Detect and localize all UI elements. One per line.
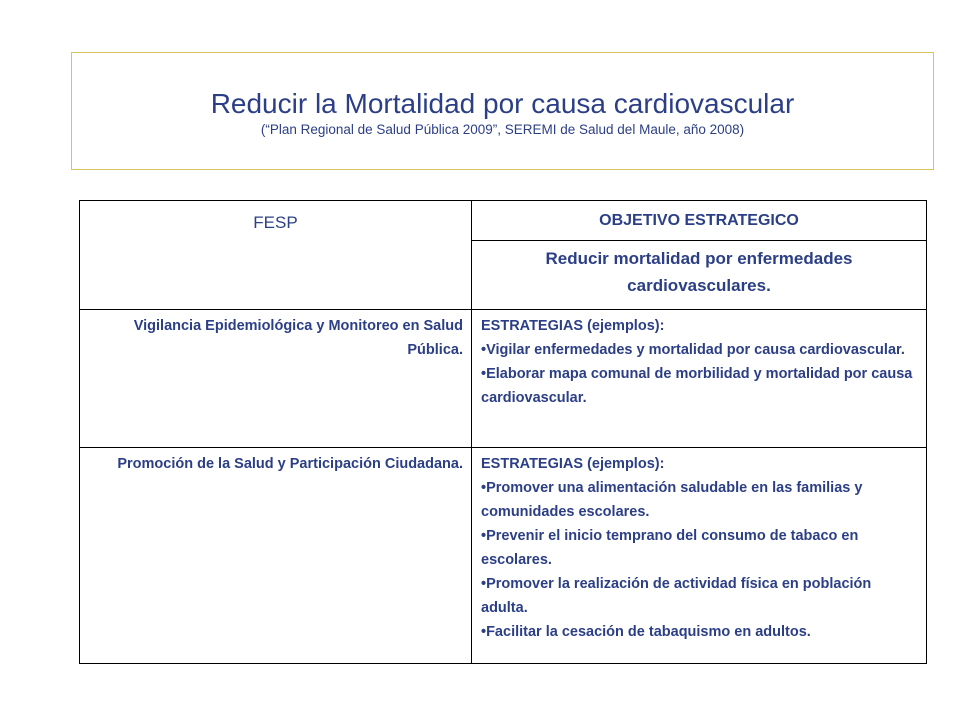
objetivo-cell [472,241,927,310]
list-item-text: Elaborar mapa comunal de morbilidad y mortalidad por causa cardiovascular. [481,366,913,406]
strategy-table [79,200,927,664]
strategies-cell [472,310,927,448]
table-header-row [80,201,927,241]
objetivo-header: OBJETIVO ESTRATEGICO [599,211,799,229]
bullet-icon: • [481,576,487,592]
strategies-list [481,338,918,410]
bullet-icon: • [481,366,487,382]
bullet-icon: • [481,342,487,358]
list-item [481,620,918,644]
list-item-text: Promover la realización de actividad física en población adulta. [481,576,872,616]
list-item-text: Promover una alimentación saludable en las familias y comunidades escolares. [481,480,863,520]
objetivo-header-cell [472,201,927,241]
page-subtitle: (“Plan Regional de Salud Pública 2009”, SEREMI de Salud del Maule, año 2008) [260,122,745,137]
strategies-label: ESTRATEGIAS (ejemplos): [481,456,665,472]
fesp-header-cell [80,201,472,310]
fesp-cell: Promoción de la Salud y Participación Ciudadana. [80,448,472,664]
title-box [71,52,934,170]
list-item-text: Facilitar la cesación de tabaquismo en adultos. [486,624,811,640]
table-row [80,448,927,664]
bullet-icon: • [481,528,487,544]
strategies-cell [472,448,927,664]
list-item [481,572,918,620]
list-item-text: Prevenir el inicio temprano del consumo de tabaco en escolares. [481,528,859,568]
bullet-icon: • [481,480,487,496]
table-row [80,310,927,448]
objetivo-line-1: Reducir mortalidad por enfermedades [545,249,853,268]
strategies-list [481,476,918,644]
list-item [481,524,918,572]
bullet-icon: • [481,624,487,640]
list-item [481,476,918,524]
list-item-text: Vigilar enfermedades y mortalidad por causa cardiovascular. [486,342,905,358]
strategies-label: ESTRATEGIAS (ejemplos): [481,318,665,334]
objetivo-line-2: cardiovasculares. [627,276,771,295]
page-title: Reducir la Mortalidad por causa cardiovascular [210,88,795,119]
list-item [481,362,918,410]
fesp-header: FESP [253,213,298,232]
fesp-cell: Vigilancia Epidemiológica y Monitoreo en Salud Pública. [80,310,472,448]
list-item [481,338,918,362]
